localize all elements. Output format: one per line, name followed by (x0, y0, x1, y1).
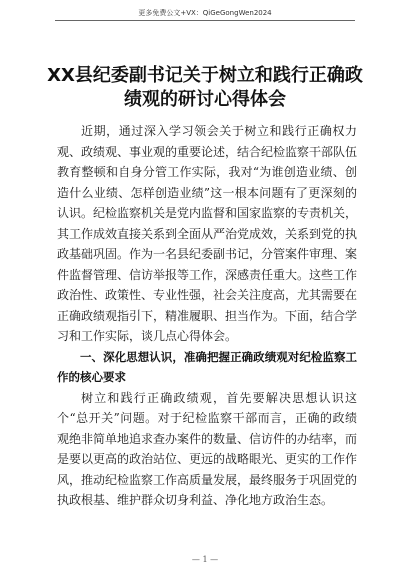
page-number: — 1 — (191, 555, 219, 564)
document-title (40, 64, 370, 112)
section-1-heading: 一、深化思想认识，准确把握正确政绩观对纪检监察工作的核心要求 (57, 349, 357, 384)
section-1-paragraph: 树立和践行正确政绩观，首先要解决思想认识这个“总开关”问题。对于纪检监察干部而言，正确的政绩观绝非简单地追求查办案件的数量、信访件的办结率，而是要以更高的政治站位、更远的战略眼光、更实的工作作风，推动纪检监察工作高质量发展，最终服务于巩固党的执政根基、维护群众切身利益、净化地方政治生态。 (57, 390, 358, 507)
document-title-line-2: 绩观的研讨心得体会 (124, 89, 286, 110)
header-note: 更多免费公文+VX：QiGeGongWen2024 (138, 9, 272, 17)
intro-paragraph: 近期，通过深入学习领会关于树立和践行正确权力观、政绩观、事业观的重要论述，结合纪检监察干部队伍教育整顿和自身分管工作实际，我对“为谁创造业绩、创造什么业绩、怎样创造业绩”这一根本问题有了更深刻的认识。纪检监察机关是党内监督和国家监察的专责机关，其工作成效直接关系到全面从严治党成效，关系到党的执政基础巩固。作为一名县纪委副书记，分管案件审理、案件监督管理、信访举报等工作，深感责任重大。这些工作政治性、政策性、专业性强，社会关注度高，尤其需要在正确政绩观指引下，精准履职、担当作为。下面，结合学习和工作实际，谈几点心得体会。 (57, 124, 358, 343)
document-body (57, 121, 357, 511)
header-divider (55, 20, 355, 21)
document-title-line-1: XX县纪委副书记关于树立和践行正确政 (47, 65, 363, 86)
